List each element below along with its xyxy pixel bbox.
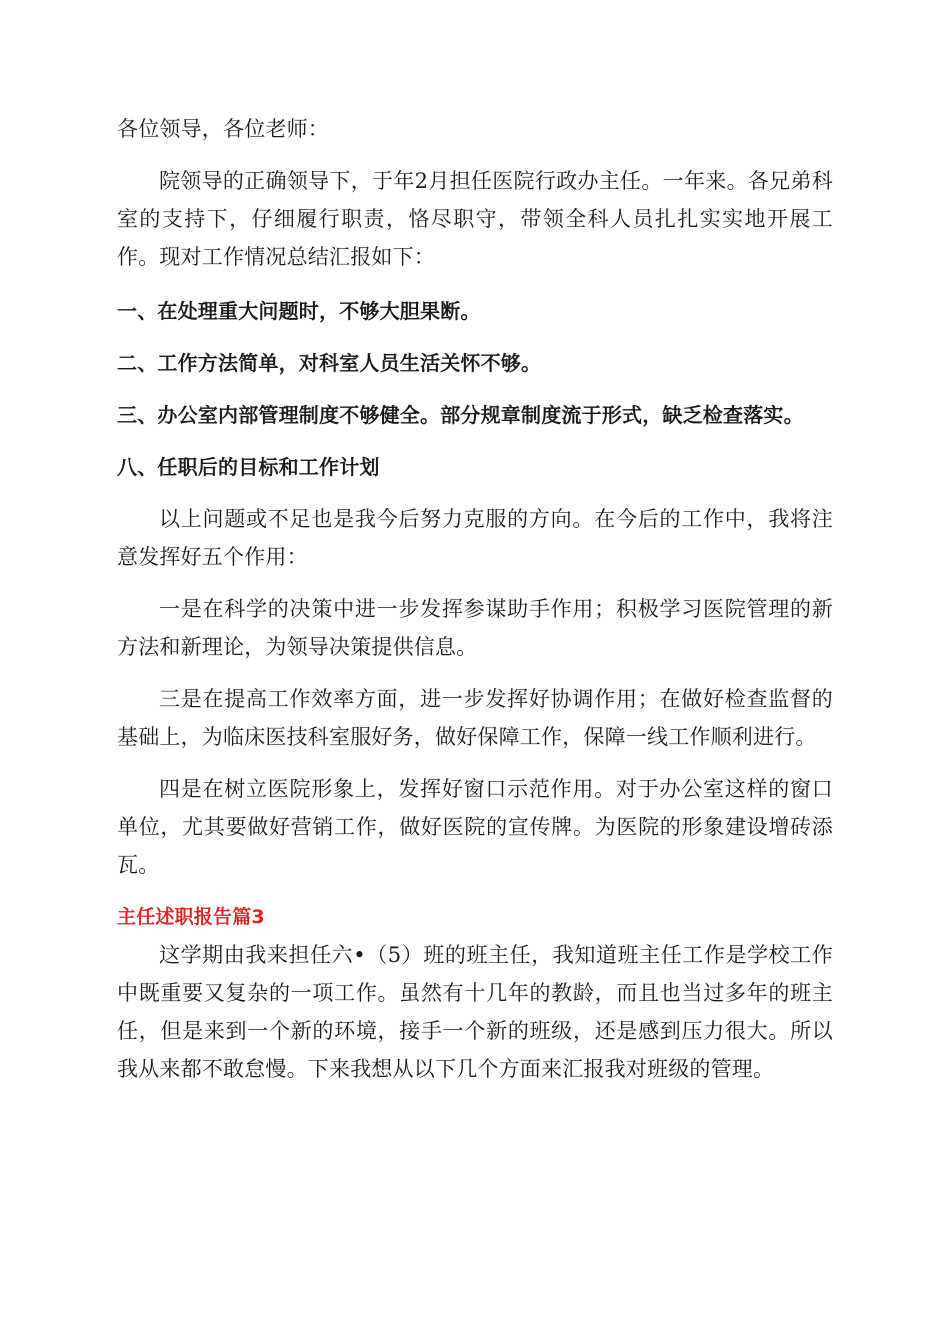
plan-item-1: 一是在科学的决策中进一步发挥参谋助手作用；积极学习医院管理的新方法和新理论，为领导决策提供信息。 (117, 597, 833, 659)
article-3-title: 主任述职报告篇3 (117, 906, 265, 928)
plan-intro: 以上问题或不足也是我今后努力克服的方向。在今后的工作中，我将注意发挥好五个作用： (117, 507, 833, 569)
article-3-body: 这学期由我来担任六•（5）班的班主任，我知道班主任工作是学校工作中既重要又复杂的一项工作。虽然有十几年的教龄，而且也当过多年的班主任，但是来到一个新的环境，接手一个新的班级，还是感到压力很大。所以我从来都不敢怠慢。下来我想从以下几个方面来汇报我对班级的管理。 (117, 943, 833, 1081)
greeting: 各位领导，各位老师： (117, 117, 329, 141)
plan-item-3: 三是在提高工作效率方面，进一步发挥好协调作用；在做好检查监督的基础上，为临床医技科室服好务，做好保障工作，保障一线工作顺利进行。 (117, 687, 833, 749)
issue-2: 二、工作方法简单，对科室人员生活关怀不够。 (117, 351, 542, 375)
issue-1: 一、在处理重大问题时，不够大胆果断。 (117, 299, 481, 323)
document-page (117, 110, 833, 1088)
section-eight-title: 八、任职后的目标和工作计划 (117, 455, 380, 479)
plan-item-4: 四是在树立医院形象上，发挥好窗口示范作用。对于办公室这样的窗口单位，尤其要做好营销工作，做好医院的宣传牌。为医院的形象建设增砖添瓦。 (117, 777, 833, 877)
intro-paragraph: 院领导的正确领导下，于年2月担任医院行政办主任。一年来。各兄弟科室的支持下，仔细履行职责，恪尽职守，带领全科人员扎扎实实地开展工作。现对工作情况总结汇报如下： (117, 169, 833, 269)
issue-3: 三、办公室内部管理制度不够健全。部分规章制度流于形式，缺乏检查落实。 (117, 403, 804, 427)
